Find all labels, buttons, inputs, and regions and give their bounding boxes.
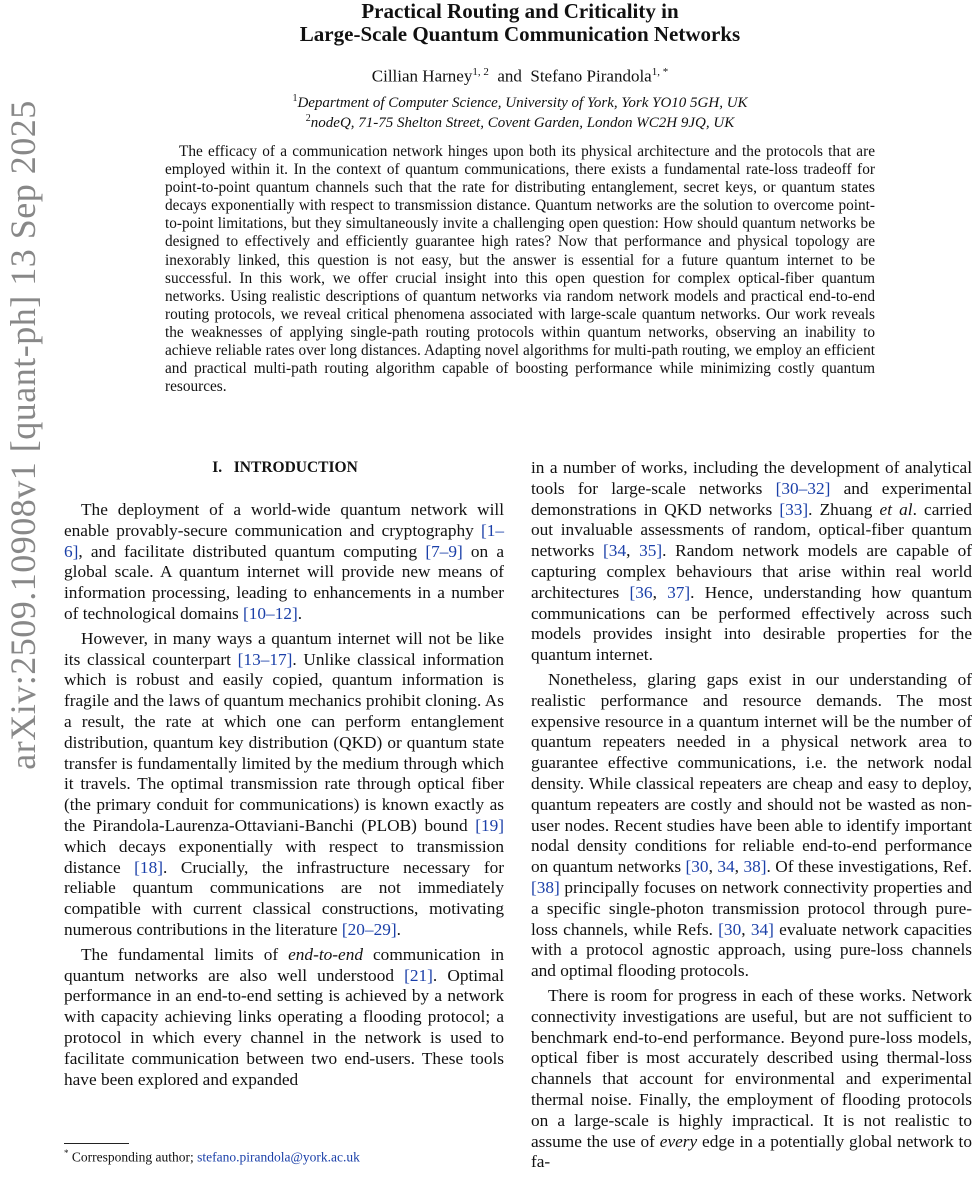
section-title: INTRODUCTION — [233, 459, 358, 476]
affiliation-mark: 2 — [305, 113, 311, 124]
citation-link[interactable]: [7–9] — [425, 541, 463, 561]
paragraph — [64, 500, 504, 625]
citation-separator: , — [626, 541, 640, 561]
citation-separator: , — [734, 857, 744, 877]
text: . — [396, 919, 401, 939]
text: . Random network models are capable of capturing complex behaviours that arise within real world architectures — [531, 541, 972, 602]
citation-separator: , — [741, 919, 751, 939]
text: on a global scale. A quantum internet will provide new means of information processing, leading to enhancements in a number of technological domains — [64, 541, 504, 623]
paragraph — [64, 629, 504, 941]
citation-link[interactable]: [18] — [134, 857, 163, 877]
text: The fundamental limits of — [81, 944, 289, 964]
emphasis: et al — [879, 499, 913, 519]
citation-link[interactable]: [34 — [603, 541, 627, 561]
footnote-rule — [64, 1143, 129, 1144]
text: . Crucially, the infrastructure necessary for reliable quantum communications are not immediately compatible with current classical constructions, motivating numerous contributions in the literature — [64, 857, 504, 939]
text: The deployment of a world-wide quantum network will enable provably-secure communication and cryptography — [64, 500, 504, 540]
text: . Hence, understanding how quantum communications can be performed effectively across such models provides insight into desirable properties for the quantum internet. — [531, 582, 972, 665]
author-name: Stefano Pirandola — [530, 66, 652, 86]
paragraph — [531, 986, 972, 1173]
text: . Of these investigations, Ref. — [766, 857, 972, 877]
left-column — [64, 500, 504, 1090]
citation-link[interactable]: 38] — [743, 857, 767, 877]
email-link[interactable]: stefano.pirandola@york.ac.uk — [197, 1149, 360, 1165]
text: principally focuses on network connectivity properties and a specific single-photon transmission protocol through pure-loss channels, while Refs. — [531, 877, 972, 939]
paper-title-line-1: Practical Routing and Criticality in — [361, 0, 679, 23]
arxiv-identifier-stamp — [0, 0, 46, 1200]
citation-link[interactable]: [38] — [531, 877, 560, 897]
author-conjunction: and — [497, 66, 522, 86]
text: . — [297, 603, 303, 623]
section-heading — [65, 459, 505, 477]
text: There is room for progress in each of these works. Network connectivity investigations are useful, but are not sufficient to benchmark end-to-end performance. Beyond pure-loss models, optical fiber is most accurately described using thermal-loss channels that account for environmental and experimental thermal noise. Finally, the employment of flooding protocols on a large-scale is highly impractical. It is not realistic to assume the use of — [531, 985, 972, 1151]
affiliation — [180, 113, 860, 132]
text: Nonetheless, glaring gaps exist in our understanding of realistic performance and resource demands. The most expensive resource in a quantum internet will be the number of quantum repeaters needed in a physical network area to guarantee effective communications, i.e. the network nodal density. While classical repeaters are cheap and easy to deploy, quantum repeaters are costly and should not be wasted as non-user nodes. Recent studies have been able to identify important nodal density conditions for reliable end-to-end performance on quantum networks — [531, 669, 972, 877]
text: . Optimal performance in an end-to-end setting is achieved by a network with capacity achieving links operating a flooding protocol; a protocol in which every channel in the network is used to facilitate communication between two end-users. These tools have been explored and expanded — [64, 965, 504, 1089]
affiliation-text: nodeQ, 71-75 Shelton Street, Covent Garden, London WC2H 9JQ, UK — [310, 115, 735, 131]
text: which decays exponentially with respect to transmission distance — [64, 836, 504, 877]
text: . carried out invaluable assessments of random, optical-fiber quantum networks — [531, 499, 972, 561]
citation-separator: , — [708, 857, 718, 877]
text: . Zhuang — [808, 499, 880, 519]
citation-link[interactable]: [20–29] — [341, 919, 397, 939]
citation-link[interactable]: 37] — [667, 582, 691, 602]
citation-separator: , — [652, 582, 668, 602]
affiliation-mark: 1 — [292, 93, 298, 104]
citation-link[interactable]: [13–17] — [237, 649, 293, 669]
affiliation — [180, 93, 860, 112]
arxiv-identifier-text: arXiv:2509.10908v1 [quant-ph] 13 Sep 2025 — [3, 100, 43, 770]
text: communication in quantum networks are also well understood — [64, 944, 504, 985]
citation-link[interactable]: [19] — [475, 815, 504, 835]
affiliation-text: Department of Computer Science, University of York, York YO10 5GH, UK — [297, 95, 748, 111]
text: and experimental demonstrations in QKD networks — [531, 478, 972, 519]
text: , and facilitate distributed quantum computing — [78, 541, 426, 561]
citation-link[interactable]: [33] — [779, 499, 809, 519]
text: evaluate network capacities with a protocol agnostic approach, using pure-loss channels and optimal flooding protocols. — [531, 919, 972, 981]
emphasis: every — [659, 1131, 698, 1151]
citation-link[interactable]: [30–32] — [775, 478, 831, 498]
footnote-text: Corresponding author; — [71, 1149, 198, 1165]
citation-link[interactable]: 34 — [717, 857, 735, 877]
citation-link[interactable]: 34] — [750, 919, 774, 939]
right-column — [531, 458, 972, 1173]
paragraph — [531, 670, 972, 982]
footnote — [64, 1148, 504, 1166]
paragraph — [531, 458, 972, 666]
citation-link[interactable]: [10–12] — [243, 603, 298, 623]
paragraph — [64, 945, 504, 1091]
citation-link[interactable]: 35] — [639, 541, 663, 561]
citation-link[interactable]: [30 — [718, 919, 742, 939]
citation-link[interactable]: [36 — [629, 582, 653, 602]
text: edge in a potentially global network to fa- — [531, 1131, 972, 1172]
abstract: The efficacy of a communication network hinges upon both its physical architecture and the protocols that are employed within it. In the context of quantum communications, there exists a fundamental rate-loss tradeoff for point-to-point quantum channels such that the rate for distributing entanglement, secret keys, or quantum states decays exponentially with respect to transmission distance. Quantum networks are the solution to overcome point-to-point limitations, but they simultaneously invite a challenging open question: How should quantum networks be designed to effectively and efficiently guarantee high rates? Now that performance and physical topology are inexorably linked, this question is not easy, but the answer is essential for a future quantum internet to be successful. In this work, we offer crucial insight into this open question for complex optical-fiber quantum networks. Using realistic descriptions of quantum networks via random network models and practical end-to-end routing protocols, we reveal critical phenomena associated with large-scale quantum networks. Our work reveals the weaknesses of applying single-path routing protocols within quantum networks, observing an inability to achieve reliable rates over long distances. Adapting novel algorithms for multi-path routing, we employ an efficient and practical multi-path routing algorithm capable of boosting performance while minimizing costly quantum resources. — [165, 143, 875, 396]
text: in a number of works, including the development of analytical tools for large-scale networks — [531, 458, 972, 498]
citation-link[interactable]: [1–6] — [64, 520, 504, 561]
citation-link[interactable]: [30 — [685, 857, 709, 877]
author-affiliation-mark: 1, * — [651, 66, 669, 78]
section-number: I. — [212, 459, 223, 476]
emphasis: end-to-end — [288, 944, 363, 964]
author-list — [180, 66, 860, 87]
footnote-mark: * — [64, 1148, 69, 1158]
text: However, in many ways a quantum internet will not be like its classical counterpart — [64, 628, 504, 669]
paper-title-line-2: Large-Scale Quantum Communication Networks — [299, 22, 741, 46]
text: . Unlike classical information which is robust and easily copied, quantum information is fragile and the laws of quantum mechanics prohibit cloning. As a result, the rate at which one can perform entanglement distribution, quantum key distribution (QKD) or quantum state transfer is fundamentally limited by the medium through which it travels. The optimal transmission rate through optical fiber (the primary conduit for communications) is known exactly as the Pirandola-Laurenza-Ottaviani-Banchi (PLOB) bound — [64, 649, 504, 835]
citation-link[interactable]: [21] — [404, 965, 433, 985]
author-name: Cillian Harney — [371, 66, 473, 86]
author-affiliation-mark: 1, 2 — [472, 66, 489, 78]
